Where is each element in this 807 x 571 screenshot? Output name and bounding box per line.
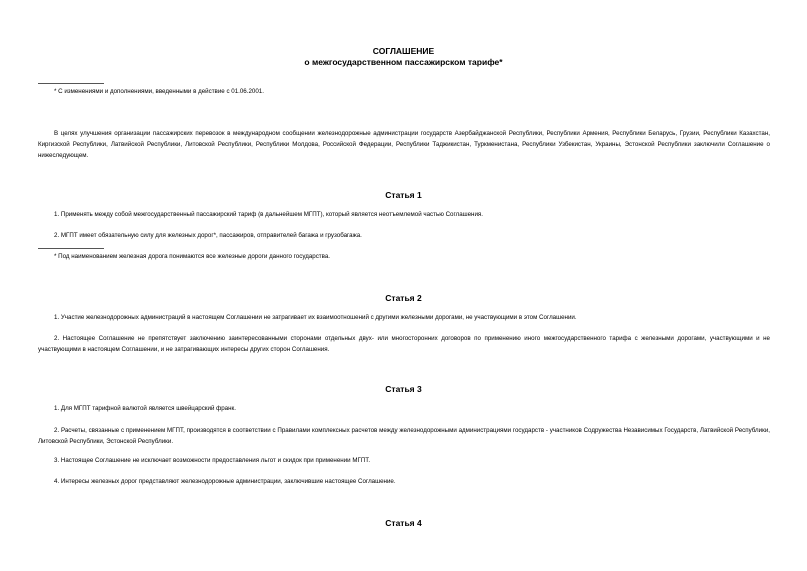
- article-1-heading: Статья 1: [385, 190, 422, 200]
- footnote-amendments: * С изменениями и дополнениями, введенными в действие с 01.06.2001.: [54, 88, 264, 95]
- article-2-paragraph-1: 1. Участие железнодорожных администраций в настоящем Соглашении не затрагивает их взаимоотношений с другими железными дорогами, не участвующими в этом Соглашении.: [54, 314, 577, 321]
- article-3-paragraph-1: 1. Для МГПТ тарифной валютой является швейцарский франк.: [54, 405, 236, 412]
- article-3-paragraph-4: 4. Интересы железных дорог представляют железнодорожные администрации, заключившие настоящее Соглашение.: [54, 478, 396, 485]
- article-3-paragraph-2: 2. Расчеты, связанные с применением МГПТ, производятся в соответствии с Правилами комплексных расчетов между железнодорожными администрациями государств - участников Содружества Независимых Государств, Латвийской Республики, Литовской Республики, Эстонской Республики.: [38, 427, 770, 445]
- article-3-heading: Статья 3: [385, 384, 422, 394]
- article-1-paragraph-2: 2. МГПТ имеет обязательную силу для железных дорог*, пассажиров, отправителей багажа и грузобагажа.: [54, 232, 362, 239]
- intro-paragraph: В целях улучшения организации пассажирских перевозок в международном сообщении железнодорожные администрации государств Азербайджанской Республики, Республики Армения, Республики Беларусь, Грузии, Республики Казахстан, Киргизской Республики, Латвийской Республики, Литовской Республики, Республики Молдова, Российской Федерации, Республики Таджикистан, Туркменистана, Республики Узбекистан, Украины, Эстонской Республики заключили Соглашение о нижеследующем.: [38, 130, 770, 159]
- article-2-heading: Статья 2: [385, 293, 422, 303]
- article-3-paragraph-3: 3. Настоящее Соглашение не исключает возможности предоставления льгот и скидок при применении МГПТ.: [54, 457, 371, 464]
- document-title: СОГЛАШЕНИЕ: [372, 46, 435, 56]
- article-1-paragraph-1: 1. Применять между собой межгосударственный пассажирский тариф (в дальнейшем МГПТ), который является неотъемлемой частью Соглашения.: [54, 211, 483, 218]
- article-4-heading: Статья 4: [385, 518, 422, 528]
- article-1-footnote: * Под наименованием железная дорога понимаются все железные дороги данного государства.: [54, 253, 331, 260]
- article-2-paragraph-2: 2. Настоящее Соглашение не препятствует заключению заинтересованными сторонами отдельных двух- или многосторонних договоров по применению иного межгосударственного тарифа с железными дорогами, участвующими и не участвующими в настоящем Соглашении, и не затрагивающих интересы других сторон Соглашения.: [38, 335, 770, 353]
- document-subtitle: о межгосударственном пассажирском тарифе*: [304, 57, 503, 67]
- footnote-divider: [38, 248, 104, 249]
- footnote-divider: [38, 83, 104, 84]
